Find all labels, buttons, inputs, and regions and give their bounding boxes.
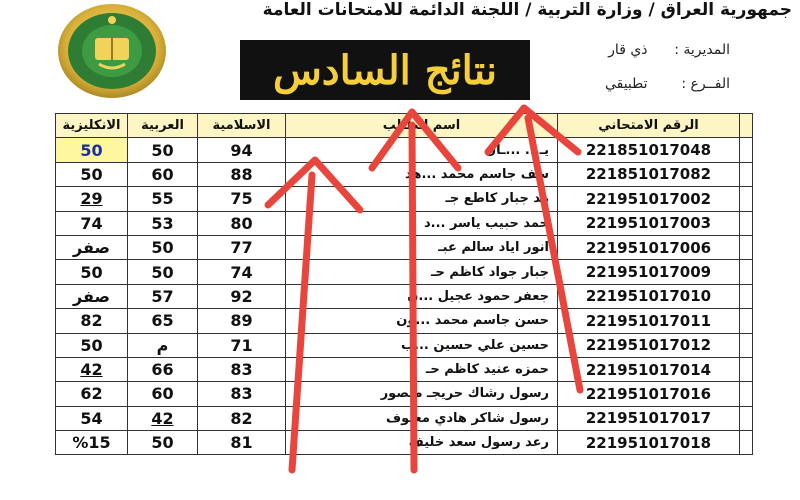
cell-name: جبار جواد كاظم حـ: [286, 260, 558, 284]
cell-name: رسول شاكر هادي معيوف: [286, 406, 558, 430]
cell-arabic: 50: [128, 260, 198, 284]
cell-exam-no: 221951017017: [558, 406, 740, 430]
header-name: اسم الطالب: [286, 114, 558, 138]
ministry-logo-icon: [55, 2, 170, 100]
cell-exam-no: 221951017014: [558, 357, 740, 381]
cell-english: 54: [56, 406, 128, 430]
cell-name: حمزه عنيد كاظم حـ: [286, 357, 558, 381]
table-row: [56, 333, 753, 357]
cell-english: 29: [56, 187, 128, 211]
cell-english: 62: [56, 382, 128, 406]
cell-edge: [740, 382, 753, 406]
cell-edge: [740, 406, 753, 430]
cell-exam-no: 221951017009: [558, 260, 740, 284]
cell-english: 74: [56, 211, 128, 235]
header-english: الانكليزية: [56, 114, 128, 138]
branch-row: [560, 76, 730, 100]
branch-label: الفــرع :: [681, 76, 730, 92]
cell-name: رسول رشاك حريجـ منصور: [286, 382, 558, 406]
cell-name: حسن جاسم محمد ...ون: [286, 309, 558, 333]
cell-english: صفر: [56, 235, 128, 259]
cell-edge: [740, 260, 753, 284]
table-body: [56, 138, 753, 455]
cell-edge: [740, 309, 753, 333]
cell-name: سف جاسم محمد ...هد: [286, 162, 558, 186]
cell-arabic: 42: [128, 406, 198, 430]
cell-arabic: 53: [128, 211, 198, 235]
cell-english: 50: [56, 162, 128, 186]
cell-arabic: 66: [128, 357, 198, 381]
directorate-value: ذي قار: [608, 42, 648, 58]
cell-edge: [740, 235, 753, 259]
cell-edge: [740, 138, 753, 162]
cell-edge: [740, 357, 753, 381]
cell-edge: [740, 333, 753, 357]
cell-exam-no: 221951017011: [558, 309, 740, 333]
header-title: جمهورية العراق / وزارة التربية / اللجنة الدائمة للامتحانات العامة: [262, 0, 792, 20]
table-row: [56, 162, 753, 186]
cell-islamic: 92: [198, 284, 286, 308]
cell-exam-no: 221851017082: [558, 162, 740, 186]
cell-edge: [740, 211, 753, 235]
cell-name: رعد رسول سعد خليف: [286, 431, 558, 455]
header-arabic: العربية: [128, 114, 198, 138]
cell-islamic: 80: [198, 211, 286, 235]
cell-islamic: 83: [198, 382, 286, 406]
table-row: [56, 187, 753, 211]
cell-exam-no: 221951017012: [558, 333, 740, 357]
cell-islamic: 71: [198, 333, 286, 357]
cell-islamic: 74: [198, 260, 286, 284]
cell-arabic: 50: [128, 431, 198, 455]
cell-islamic: 77: [198, 235, 286, 259]
cell-islamic: 94: [198, 138, 286, 162]
cell-exam-no: 221951017018: [558, 431, 740, 455]
cell-name: يـ... ...ـال: [286, 138, 558, 162]
directorate-label: المديرية :: [674, 42, 730, 58]
table-row: [56, 235, 753, 259]
cell-arabic: 60: [128, 162, 198, 186]
branch-value: تطبيقي: [604, 76, 648, 92]
cell-exam-no: 221951017003: [558, 211, 740, 235]
cell-islamic: 89: [198, 309, 286, 333]
cell-arabic: م: [128, 333, 198, 357]
cell-english: 82: [56, 309, 128, 333]
table-row: [56, 284, 753, 308]
cell-arabic: 65: [128, 309, 198, 333]
banner-text: نتائج السادس: [272, 46, 498, 94]
cell-name: حمد حبيب ياسر ...د: [286, 211, 558, 235]
cell-english: 42: [56, 357, 128, 381]
cell-name: جعفر حمود عجيل ...ن: [286, 284, 558, 308]
table-row: [56, 382, 753, 406]
header-islamic: الاسلامية: [198, 114, 286, 138]
table-row: [56, 431, 753, 455]
cell-arabic: 57: [128, 284, 198, 308]
cell-islamic: 88: [198, 162, 286, 186]
cell-arabic: 55: [128, 187, 198, 211]
cell-exam-no: 221951017002: [558, 187, 740, 211]
cell-edge: [740, 187, 753, 211]
results-table: [55, 113, 753, 455]
cell-edge: [740, 162, 753, 186]
cell-exam-no: 221951017016: [558, 382, 740, 406]
cell-english: 50: [56, 333, 128, 357]
cell-edge: [740, 284, 753, 308]
cell-english: 50: [56, 260, 128, 284]
cell-english: %15: [56, 431, 128, 455]
table-row: [56, 211, 753, 235]
cell-english: صفر: [56, 284, 128, 308]
cell-islamic: 83: [198, 357, 286, 381]
cell-edge: [740, 431, 753, 455]
cell-exam-no: 221951017006: [558, 235, 740, 259]
cell-exam-no: 221951017010: [558, 284, 740, 308]
table-row: [56, 357, 753, 381]
cell-islamic: 75: [198, 187, 286, 211]
cell-name: مد جبار كاطع جـ: [286, 187, 558, 211]
header-edge: [740, 114, 753, 138]
results-banner: [240, 40, 530, 100]
cell-islamic: 82: [198, 406, 286, 430]
table-row: [56, 309, 753, 333]
table-row: [56, 260, 753, 284]
directorate-row: [560, 42, 730, 66]
cell-english: 50: [56, 138, 128, 162]
cell-arabic: 50: [128, 235, 198, 259]
table-header-row: [56, 114, 753, 138]
table-row: [56, 406, 753, 430]
cell-arabic: 60: [128, 382, 198, 406]
cell-exam-no: 221851017048: [558, 138, 740, 162]
header-exam-no: الرقم الامتحاني: [558, 114, 740, 138]
table-row: [56, 138, 753, 162]
cell-arabic: 50: [128, 138, 198, 162]
cell-islamic: 81: [198, 431, 286, 455]
cell-name: حسين علي حسين ...ب: [286, 333, 558, 357]
cell-name: انور اياد سالم عبـ: [286, 235, 558, 259]
